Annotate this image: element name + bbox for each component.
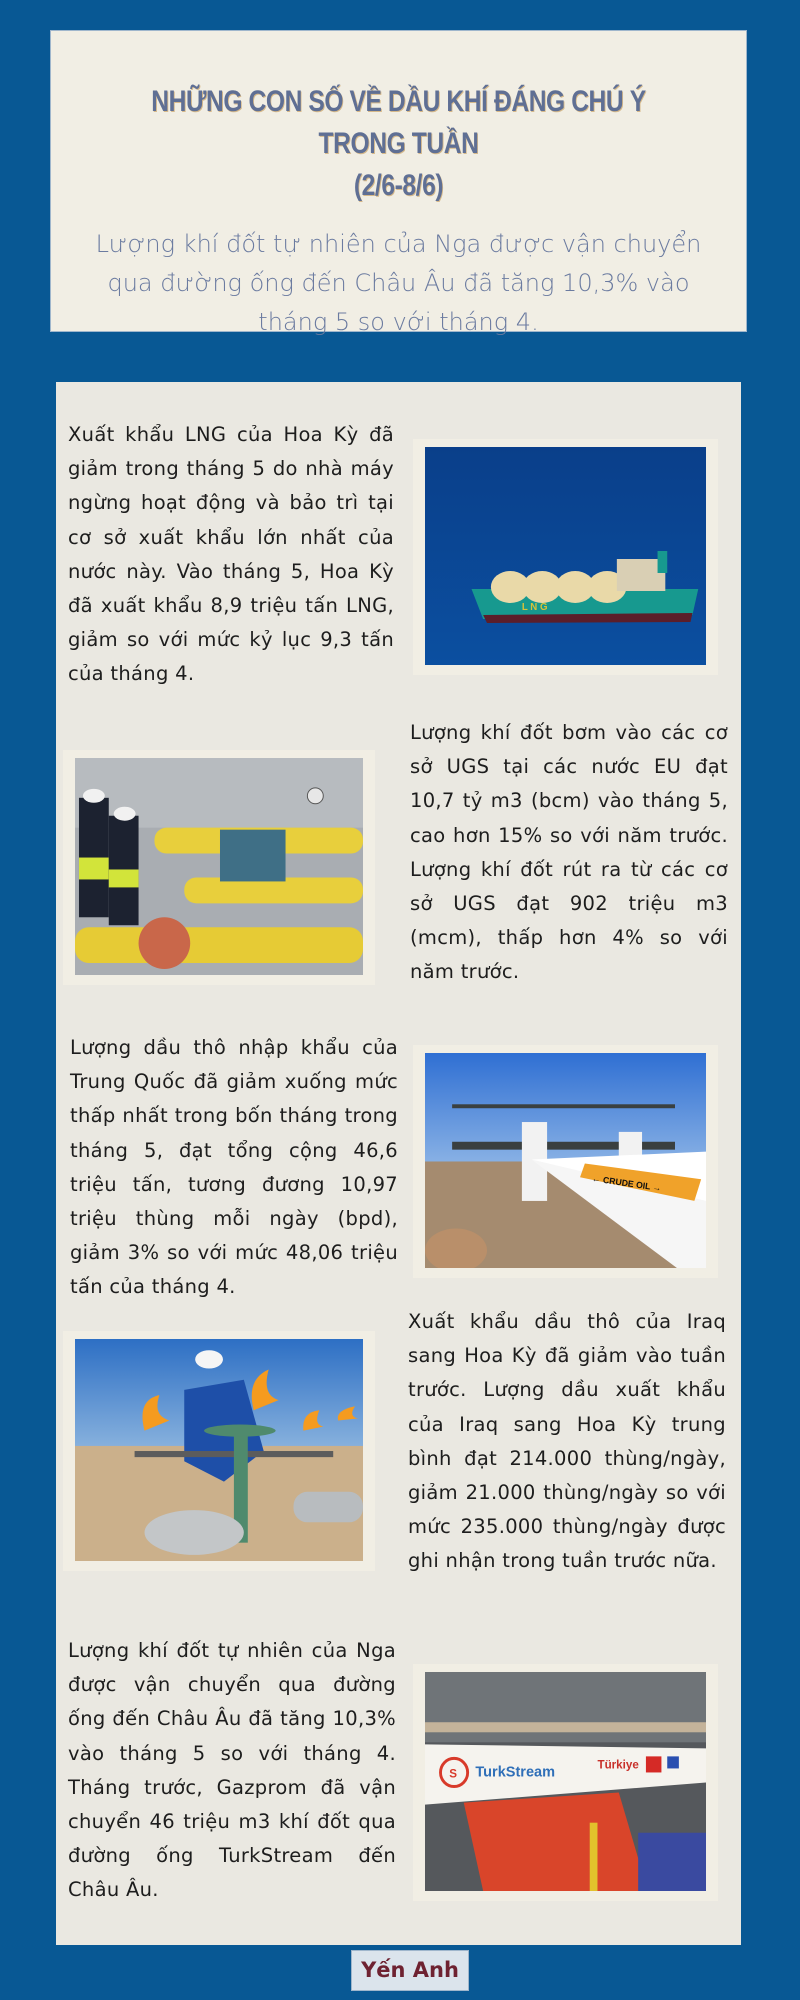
crude-oil-pipeline-image xyxy=(425,1053,706,1268)
svg-text:S: S xyxy=(449,1766,457,1781)
section-4-text: Xuất khẩu dầu thô của Iraq sang Hoa Kỳ đã giảm vào tuần trước. Lượng dầu xuất khẩu của Iraq sang Hoa Kỳ trung bình đạt 214.000 thùng/ngày, giảm 21.000 thùng/ngày so với mức 235.000 thùng/ngày được ghi nhận trong tuần trước nữa. xyxy=(408,1310,726,1573)
turkiye-label: Türkiye xyxy=(597,1757,639,1772)
section-5-text: Lượng khí đốt tự nhiên của Nga được vận chuyển qua đường ống đến Châu Âu đã tăng 10,3% vào tháng 5 so với tháng 4. Tháng trước, Gazprom đã vận chuyển 46 triệu m3 khí đốt qua đường ống TurkStream đến Châu Âu. xyxy=(68,1639,396,1902)
iraq-oil-field-image xyxy=(75,1339,363,1561)
gas-pipeline-workers-image xyxy=(75,758,363,975)
turkstream-label: TurkStream xyxy=(475,1764,556,1781)
header-panel xyxy=(50,30,747,336)
page-title xyxy=(114,81,684,207)
section-2-text: Lượng khí đốt bơm vào các cơ sở UGS tại các nước EU đạt 10,7 tỷ m3 (bcm) vào tháng 5, cao hơn 15% so với năm trước. Lượng khí đốt rút ra từ các cơ sở UGS đạt 902 triệu m3 (mcm), thấp hơn 4% so với năm trước. xyxy=(410,721,728,984)
section-1-text: Xuất khẩu LNG của Hoa Kỳ đã giảm trong tháng 5 do nhà máy ngừng hoạt động và bảo trì tại cơ sở xuất khẩu lớn nhất của nước này. Vào tháng 5, Hoa Kỳ đã xuất khẩu 8,9 triệu tấn LNG, giảm so với mức kỷ lục 9,3 tấn của tháng 4. xyxy=(68,423,394,686)
turkstream-pipeline-image xyxy=(425,1672,706,1891)
page-title-line2: (2/6-8/6) xyxy=(353,169,444,202)
crude-oil-label: ← CRUDE OIL → xyxy=(591,1173,663,1194)
page-subtitle: Lượng khí đốt tự nhiên của Nga được vận chuyển qua đường ống đến Châu Âu đã tăng 10,3% vào tháng 5 so với tháng 4. xyxy=(95,230,702,336)
section-3-photo-frame xyxy=(413,1045,718,1278)
content-panel xyxy=(56,382,741,1945)
section-1-photo-frame xyxy=(413,439,718,675)
lng-hull-label: L N G xyxy=(521,601,548,614)
lng-tanker-image xyxy=(425,447,706,665)
section-3-text: Lượng dầu thô nhập khẩu của Trung Quốc đã giảm xuống mức thấp nhất trong bốn tháng trong tháng 5, đạt tổng cộng 46,6 triệu tấn, tương đương 10,97 triệu thùng mỗi ngày (bpd), giảm 3% so với mức 48,06 triệu tấn của tháng 4. xyxy=(70,1036,398,1299)
section-5-photo-frame xyxy=(413,1664,718,1901)
page-title-line1: NHỮNG CON SỐ VỀ DẦU KHÍ ĐÁNG CHÚ Ý TRONG TUẦN xyxy=(151,85,646,160)
author-badge: Yến Anh xyxy=(351,1950,469,1991)
section-2-photo-frame xyxy=(63,750,375,985)
section-4-photo-frame xyxy=(63,1331,375,1571)
